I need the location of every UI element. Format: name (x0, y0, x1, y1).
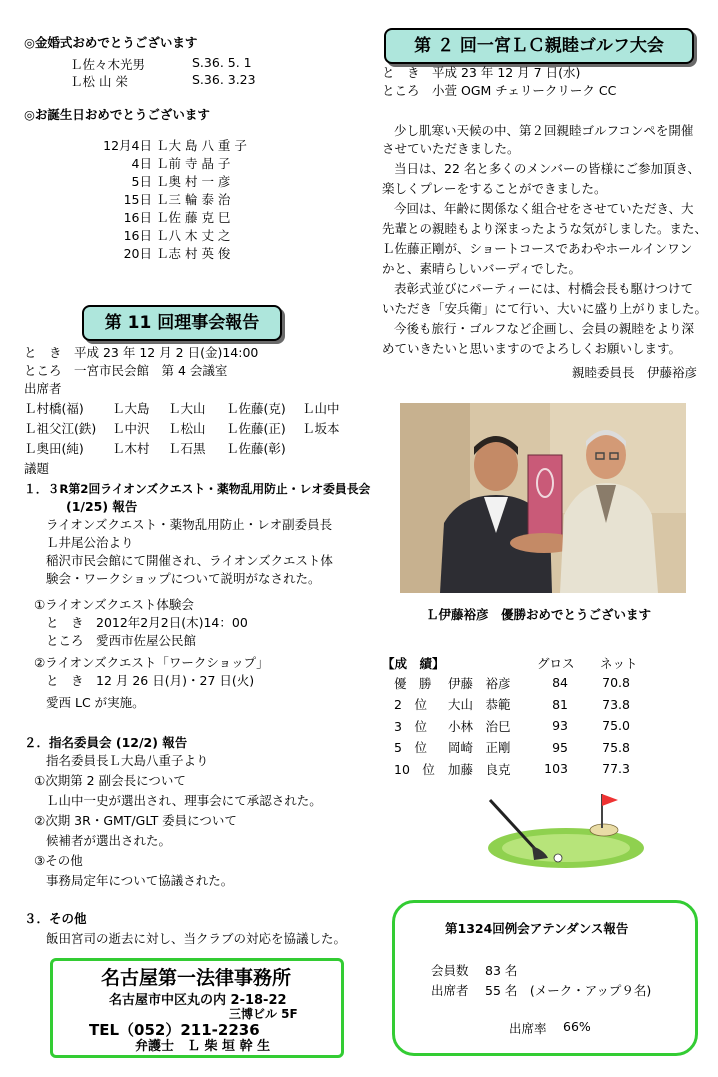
player-cell: 加藤 良克 (448, 761, 511, 777)
results-net-header: ネット (600, 656, 638, 671)
results-table (394, 672, 630, 780)
birthday-date: 16日 (123, 228, 152, 243)
player-cell: 岡崎 正剛 (448, 740, 511, 756)
law-office-name: 名古屋第一法律事務所 (101, 967, 292, 989)
attendee: Ｌ祖父江(鉄) (24, 421, 97, 436)
attendance-title: 第1324回例会アテンダンス報告 (445, 921, 629, 936)
attendee: Ｌ佐藤(彰) (226, 441, 286, 456)
wedding-name: Ｌ松 山 栄 (70, 74, 128, 89)
agenda-text: ところ 愛西市佐屋公民館 (46, 633, 197, 648)
law-office-tel: TEL（052）211-2236 (89, 1021, 260, 1039)
attendee: Ｌ山中 (302, 401, 340, 416)
golf-text: めていきたいと思いますのでよろしくお願いします。 (382, 341, 682, 356)
agenda-subitem: ②ライオンズクエスト「ワークショップ」 (34, 655, 269, 670)
law-office-address: 名古屋市中区丸の内 2-18-22 (109, 993, 287, 1008)
attendee: Ｌ坂本 (302, 421, 340, 436)
law-office-ad (50, 958, 344, 1058)
agenda-subitem: ①次期第 2 副会長について (34, 773, 186, 788)
birthday-name: Ｌ前 寺 晶 子 (156, 156, 231, 171)
attendee: Ｌ佐藤(正) (226, 421, 286, 436)
agenda-item-1-title-cont: (1/25) 報告 (66, 499, 138, 514)
golf-title: 第 ２ 回一宮ＬＣ親睦ゴルフ大会 (384, 28, 694, 64)
birthday-date: 15日 (123, 192, 152, 207)
agenda-text: Ｌ井尾公治より (46, 535, 134, 550)
net-cell: 75.0 (602, 718, 630, 734)
golf-text: 楽しくプレーをすることができました。 (382, 181, 607, 196)
golf-text: させていただきました。 (382, 141, 520, 156)
agenda-item-1-title: １．３R第2回ライオンズクエスト・薬物乱用防止・レオ委員長会 (24, 482, 371, 496)
rank-cell: 優 勝 (394, 675, 432, 691)
members-label: 会員数 (431, 963, 469, 978)
gross-cell: 103 (544, 761, 568, 777)
attendee: Ｌ佐藤(克) (226, 401, 286, 416)
agenda-text: と き 2012年2月2日(木)14：00 (46, 615, 248, 630)
attendee: Ｌ奥田(純) (24, 441, 84, 456)
attendee: Ｌ大山 (168, 401, 206, 416)
agenda-text: ライオンズクエスト・薬物乱用防止・レオ副委員長 (46, 517, 333, 532)
results-label: 【成 績】 (382, 656, 445, 671)
wedding-date: S.36. 3.23 (192, 72, 256, 87)
golf-text: 先輩との親睦もより深まったような気がしました。また、 (382, 221, 708, 236)
net-cell: 73.8 (602, 696, 630, 712)
award-photo (400, 403, 686, 593)
attendee: Ｌ村橋(福) (24, 401, 84, 416)
agenda-text: Ｌ山中一史が選出され、理事会にて承認された。 (46, 793, 322, 808)
agenda-text: 事務局定年について協議された。 (46, 873, 234, 888)
golf-text: 少し肌寒い天候の中、第２回親睦ゴルフコンペを開催 (394, 123, 694, 138)
golf-text: Ｌ佐藤正剛が、ショートコースであわやホールインワン (382, 241, 693, 256)
agenda-text: 験会・ワークショップについて説明がなされた。 (46, 571, 321, 586)
birthday-heading: ◎お誕生日おめでとうございます (24, 107, 210, 122)
rank-cell: 5 位 (394, 740, 427, 756)
attendee: Ｌ木村 (112, 441, 150, 456)
rank-cell: 2 位 (394, 697, 427, 713)
photo-caption: Ｌ伊藤裕彦 優勝おめでとうございます (426, 607, 652, 622)
rank-cell: 10 位 (394, 761, 435, 777)
attendee: Ｌ中沢 (112, 421, 150, 436)
player-cell: 大山 恭範 (448, 697, 511, 713)
law-office-lawyer: 弁護士 Ｌ 柴 垣 幹 生 (135, 1039, 271, 1054)
law-office-building: 三博ビル 5F (229, 1007, 298, 1021)
table-row (394, 758, 630, 780)
wedding-date: S.36. 5. 1 (192, 55, 252, 70)
attendee: Ｌ大島 (112, 401, 150, 416)
agenda-label: 議題 (24, 461, 50, 476)
gross-cell: 95 (552, 739, 568, 755)
agenda-subitem: ③その他 (34, 853, 83, 868)
birthday-name: Ｌ三 輪 泰 治 (156, 192, 231, 207)
gross-cell: 81 (552, 696, 568, 712)
rate-label: 出席率 (509, 1021, 547, 1036)
table-row (394, 672, 630, 694)
agenda-text: 指名委員長Ｌ大島八重子より (46, 753, 209, 768)
gross-cell: 93 (552, 718, 568, 734)
golf-clipart-icon (474, 790, 644, 872)
golf-date: と き 平成 23 年 12 月 7 日(水) (382, 65, 581, 80)
table-row (394, 715, 630, 737)
attendee: Ｌ石黒 (168, 441, 206, 456)
results-gross-header: グロス (537, 656, 575, 671)
board-meeting-title: 第 11 回理事会報告 (82, 305, 282, 341)
agenda-text: 稲沢市民会館にて開催され、ライオンズクエスト体 (46, 553, 333, 568)
birthday-name: Ｌ佐 藤 克 巳 (156, 210, 231, 225)
agenda-text: 飯田宮司の逝去に対し、当クラブの対応を協議した。 (46, 931, 347, 946)
table-row (394, 694, 630, 716)
birthday-name: Ｌ大 島 八 重 子 (156, 138, 247, 153)
golf-text: 今後も旅行・ゴルフなど企画し、会員の親睦をより深 (394, 321, 695, 336)
birthday-name: Ｌ八 木 丈 之 (156, 228, 231, 243)
members-value: 83 名 (485, 963, 518, 978)
agenda-text: 愛西 LC が実施。 (46, 695, 145, 710)
golf-text: 当日は、22 名と多くのメンバーの皆様にご参加頂き、 (394, 161, 701, 176)
table-row (394, 737, 630, 759)
birthday-date: 20日 (123, 246, 152, 261)
wedding-heading: ◎金婚式おめでとうございます (24, 35, 198, 50)
board-place: ところ 一宮市民会館 第 4 会議室 (24, 363, 228, 378)
attendees-label: 出席者 (24, 381, 62, 396)
agenda-subitem: ②次期 3R・GMT/GLT 委員について (34, 813, 237, 828)
golf-text: かと、素晴らしいバーディでした。 (382, 261, 582, 276)
player-cell: 小林 治巳 (448, 718, 511, 734)
player-cell: 伊藤 裕彦 (448, 675, 511, 691)
net-cell: 70.8 (602, 675, 630, 691)
rate-value: 66% (563, 1019, 591, 1034)
board-date: と き 平成 23 年 12 月 2 日(金)14:00 (24, 345, 259, 360)
birthday-name: Ｌ奥 村 一 彦 (156, 174, 231, 189)
agenda-subitem: ①ライオンズクエスト体験会 (34, 597, 194, 612)
birthday-date: 12月4日 (103, 138, 152, 153)
gross-cell: 84 (552, 675, 568, 691)
golf-signature: 親睦委員長 伊藤裕彦 (572, 365, 698, 380)
attendees-count-label: 出席者 (431, 983, 469, 998)
attendance-report (392, 900, 698, 1056)
golf-text: いただき「安兵衛」にて行い、大いに盛り上がりました。 (382, 301, 708, 316)
golf-place: ところ 小萱 OGM チェリークリーク CC (382, 83, 617, 98)
attendees-count-value: 55 名 (メーク・アップ９名) (485, 983, 652, 998)
net-cell: 75.8 (602, 739, 630, 755)
birthday-date: 4日 (131, 156, 152, 171)
agenda-item-2-title: ２．指名委員会 (12/2) 報告 (24, 735, 188, 750)
birthday-date: 16日 (123, 210, 152, 225)
birthday-date: 5日 (131, 174, 152, 189)
birthday-name: Ｌ志 村 英 俊 (156, 246, 231, 261)
golf-text: 表彰式並びにパーティーには、村橋会長も駆けつけて (394, 281, 694, 296)
net-cell: 77.3 (602, 761, 630, 777)
wedding-name: Ｌ佐々木光男 (70, 57, 146, 72)
attendee: Ｌ松山 (168, 421, 206, 436)
rank-cell: 3 位 (394, 718, 427, 734)
agenda-text: と き 12 月 26 日(月)・27 日(火) (46, 673, 255, 688)
golf-text: 今回は、年齢に関係なく組合せをさせていただき、大 (394, 201, 694, 216)
award-photo-illustration (400, 403, 686, 593)
agenda-text: 候補者が選出された。 (46, 833, 172, 848)
agenda-item-3-title: ３．その他 (24, 911, 87, 926)
